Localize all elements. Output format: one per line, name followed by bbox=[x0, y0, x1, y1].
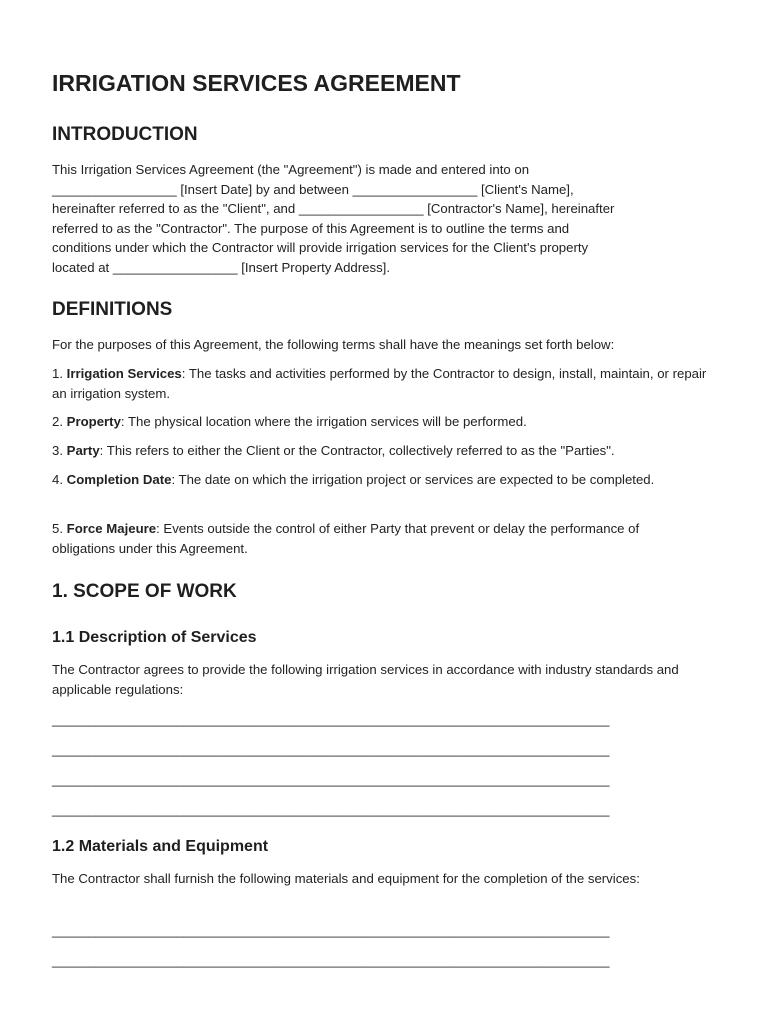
definition-term: Completion Date bbox=[66, 472, 172, 487]
definition-item bbox=[52, 519, 652, 558]
definition-text: : The tasks and activities performed by the Contractor to design, install, maintain, or repair an irrigation system. bbox=[52, 366, 707, 401]
definition-text: : This refers to either the Client or the Contractor, collectively referred to as the "Parties". bbox=[99, 443, 615, 458]
blank-line: ____________________________________________________________________________ bbox=[52, 923, 610, 938]
definition-text: : The physical location where the irrigation services will be performed. bbox=[120, 414, 527, 429]
blank-line: ____________________________________________________________________________ bbox=[52, 772, 610, 787]
definition-item bbox=[52, 364, 722, 403]
materials-heading: 1.2 Materials and Equipment bbox=[52, 838, 269, 855]
introduction-line: referred to as the "Contractor". The purpose of this Agreement is to outline the terms and bbox=[52, 220, 570, 236]
definition-number: 1. bbox=[52, 366, 67, 381]
introduction-line: located at _________________ [Insert Property Address]. bbox=[52, 259, 390, 275]
introduction-heading: INTRODUCTION bbox=[52, 124, 198, 145]
introduction-line: This Irrigation Services Agreement (the "Agreement") is made and entered into on bbox=[52, 162, 530, 177]
definition-item bbox=[52, 470, 722, 490]
definition-term: Property bbox=[66, 414, 121, 429]
blank-line: ____________________________________________________________________________ bbox=[52, 953, 610, 968]
definitions-heading: DEFINITIONS bbox=[52, 299, 173, 320]
definition-number: 4. bbox=[52, 472, 67, 487]
definition-term: Force Majeure bbox=[66, 521, 157, 536]
scope-heading: 1. SCOPE OF WORK bbox=[52, 581, 237, 602]
definitions-intro: For the purposes of this Agreement, the following terms shall have the meanings set forth below: bbox=[52, 337, 615, 352]
blank-line: ____________________________________________________________________________ bbox=[52, 802, 610, 817]
document-title: IRRIGATION SERVICES AGREEMENT bbox=[52, 70, 461, 96]
definition-text: : Events outside the control of either Party that prevent or delay the performance of obligations under this Agreement. bbox=[52, 521, 640, 556]
introduction-line: conditions under which the Contractor will provide irrigation services for the Client's property bbox=[52, 240, 589, 255]
definition-term: Party bbox=[66, 443, 100, 458]
services-text: The Contractor agrees to provide the following irrigation services in accordance with industry standards and applicable regulations: bbox=[52, 662, 679, 697]
definition-number: 2. bbox=[52, 414, 67, 429]
definition-item bbox=[52, 412, 722, 432]
definition-number: 5. bbox=[52, 521, 67, 536]
introduction-line: hereinafter referred to as the "Client", and _________________ [Contractor's Name], hereinafter bbox=[52, 201, 615, 216]
definition-item bbox=[52, 441, 722, 461]
definition-text: : The date on which the irrigation project or services are expected to be completed. bbox=[171, 472, 655, 487]
definition-term: Irrigation Services bbox=[66, 366, 182, 381]
introduction-line: _________________ [Insert Date] by and between _________________ [Client's Name], bbox=[52, 181, 574, 197]
blank-line: ____________________________________________________________________________ bbox=[52, 742, 610, 757]
definition-number: 3. bbox=[52, 443, 67, 458]
materials-text: The Contractor shall furnish the following materials and equipment for the completion of the services: bbox=[52, 871, 640, 886]
blank-line: ____________________________________________________________________________ bbox=[52, 712, 610, 727]
services-heading: 1.1 Description of Services bbox=[52, 629, 257, 646]
